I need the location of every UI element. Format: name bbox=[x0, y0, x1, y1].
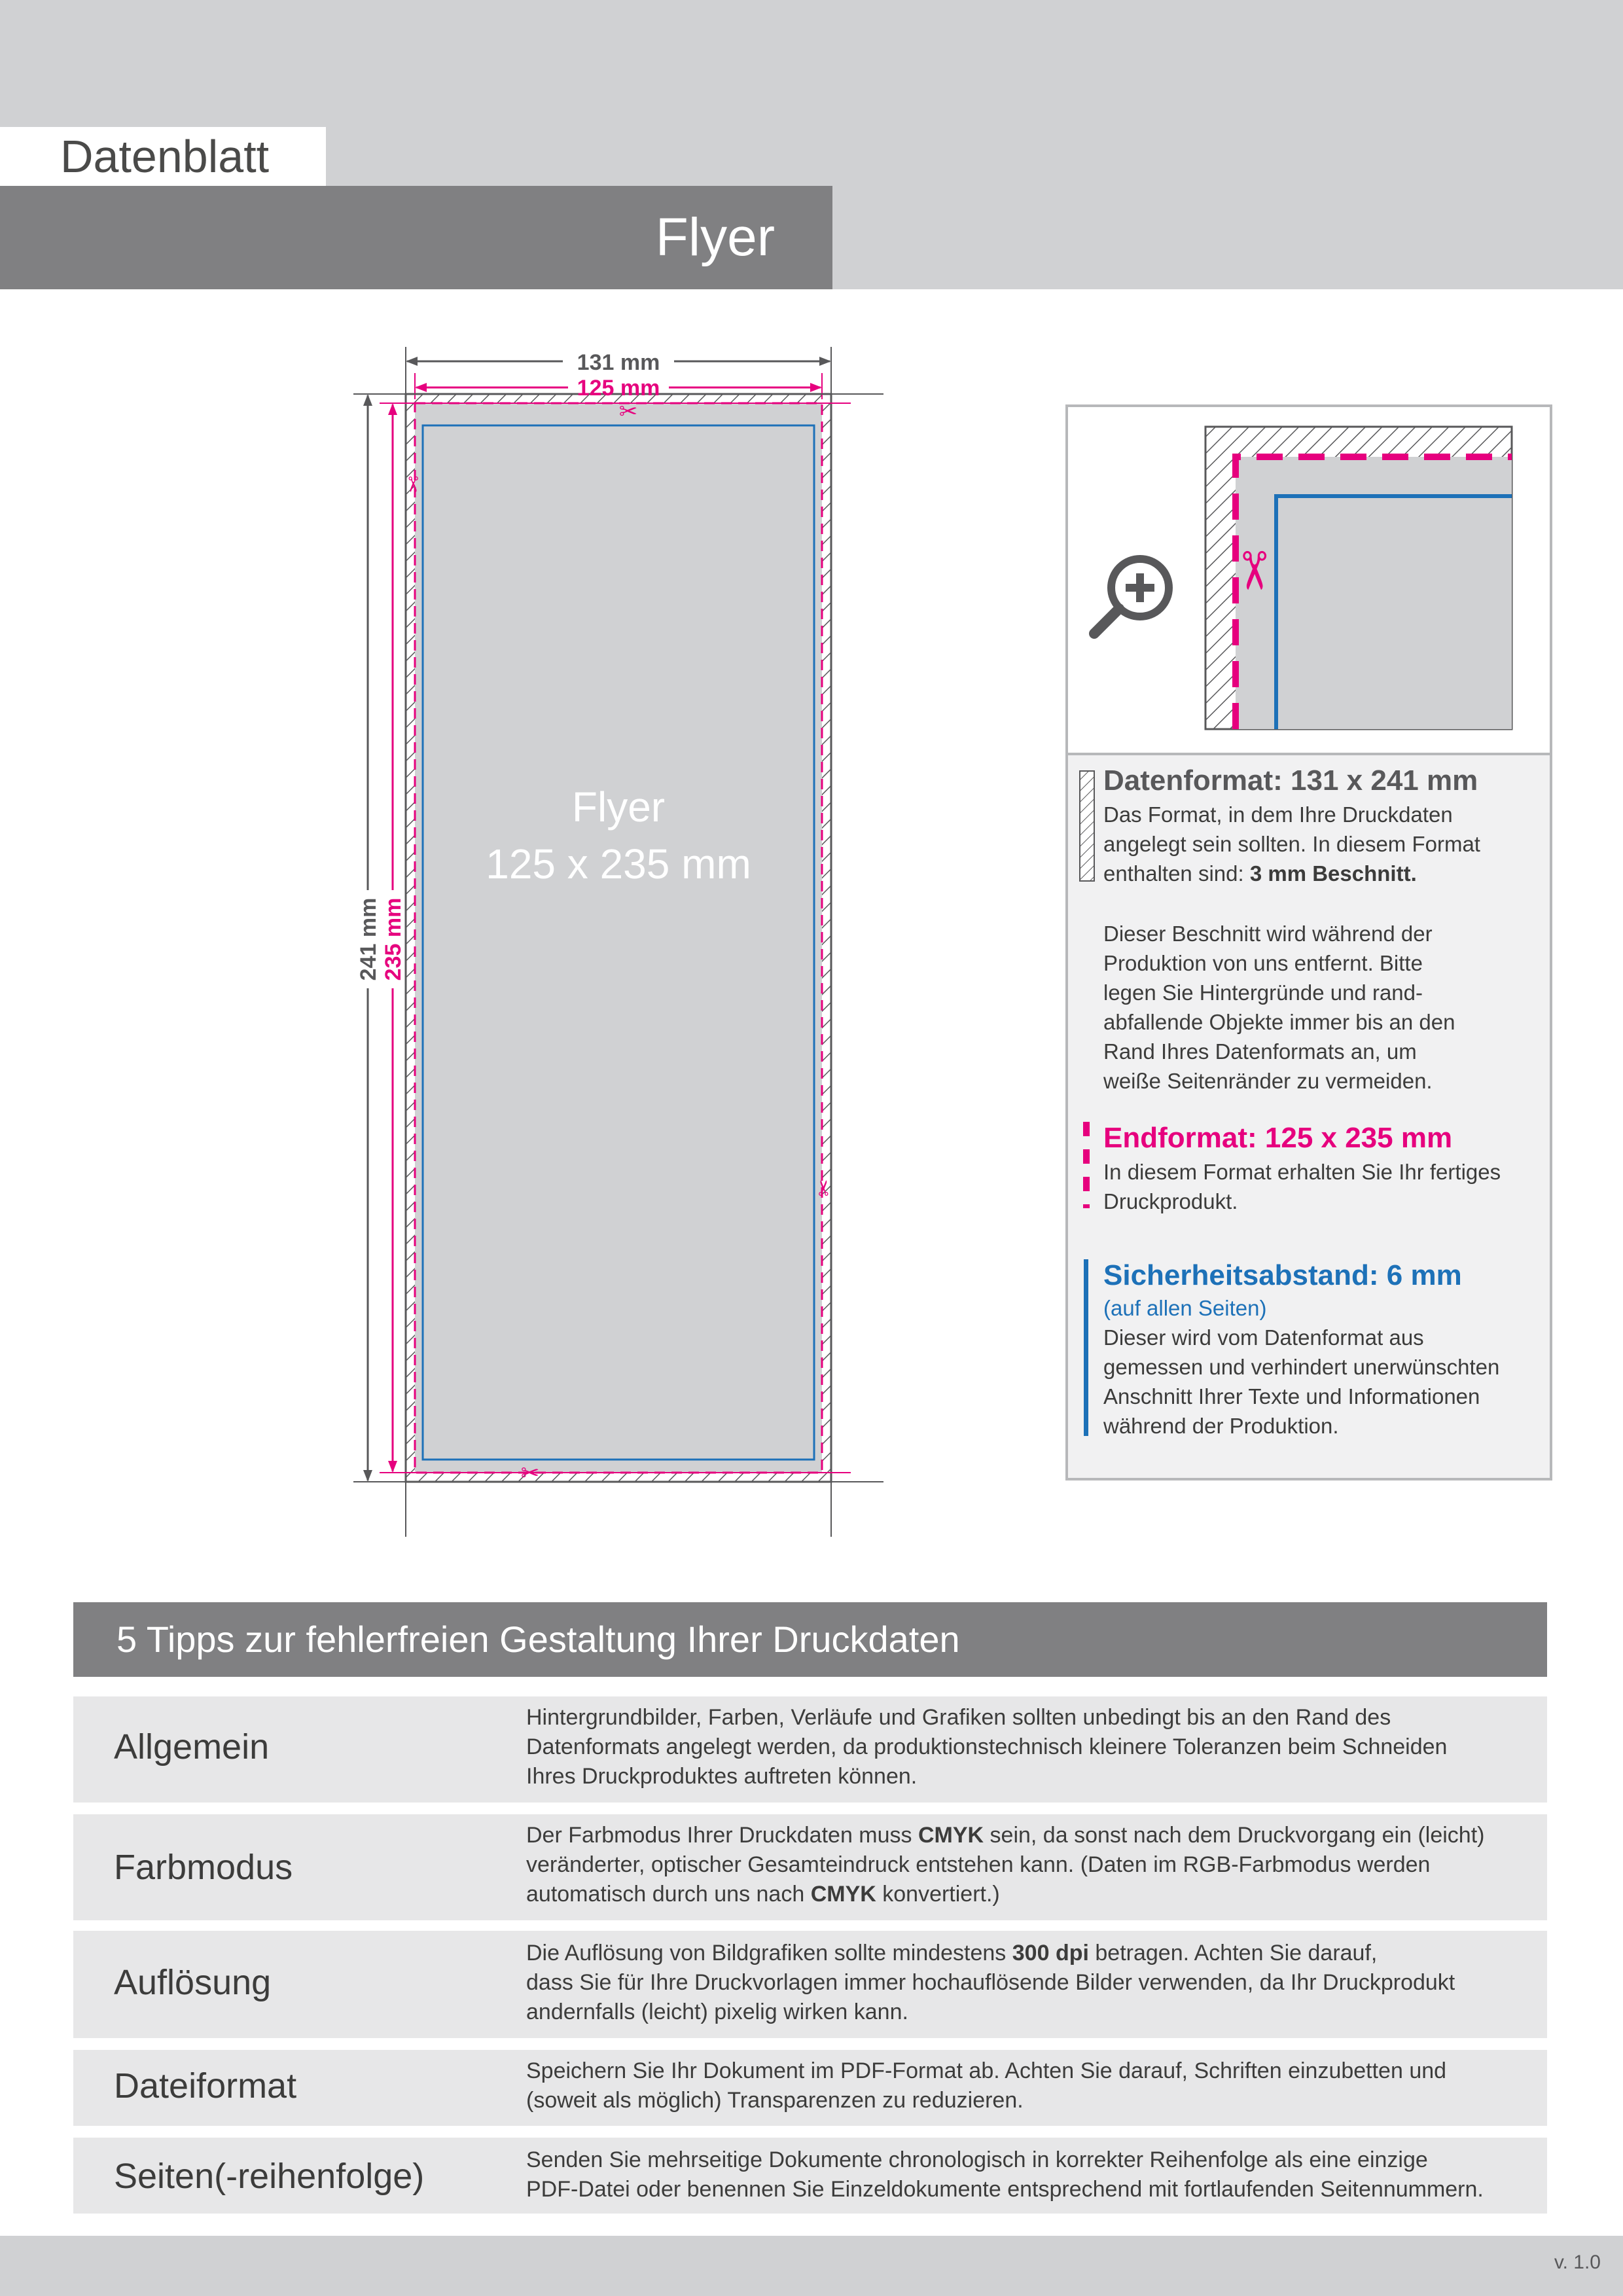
safety-legend-marker bbox=[1084, 1259, 1088, 1436]
scissors-icon: ✂ bbox=[1223, 548, 1284, 593]
tip-row-dateiformat bbox=[73, 2050, 1547, 2126]
tip-row-farbmodus bbox=[73, 1814, 1547, 1920]
beschnitt-line: legen Sie Hintergründe und rand- bbox=[1103, 980, 1423, 1005]
scissors-icon: ✂ bbox=[520, 1460, 540, 1486]
page-title: Flyer bbox=[0, 186, 832, 289]
tip-label: Farbmodus bbox=[114, 1848, 293, 1887]
tip-text: Der Farbmodus Ihrer Druckdaten muss CMYK sein, da sonst nach dem Druckvorgang ein (leicht) veränderter, optischer Gesamteindruck entstehen kann. (Daten im RGB-Farbmodus werden automatisch durch uns nach CMYK konvertiert.) bbox=[526, 1823, 1485, 1907]
tip-row-aufloesung bbox=[73, 1931, 1547, 2038]
tips-header: 5 Tipps zur fehlerfreien Gestaltung Ihrer Druckdaten bbox=[73, 1602, 1547, 1677]
info-box bbox=[1065, 404, 1552, 1480]
beschnitt-line: Produktion von uns entfernt. Bitte bbox=[1103, 951, 1423, 975]
beschnitt-line: abfallende Objekte immer bis an den bbox=[1103, 1010, 1455, 1034]
tip-label: Dateiformat bbox=[114, 2066, 297, 2106]
height-outer-label: 241 mm bbox=[356, 897, 381, 981]
height-inner-label: 235 mm bbox=[381, 897, 406, 981]
beschnitt-line: Rand Ihres Datenformats an, um bbox=[1103, 1039, 1417, 1064]
version-label: v. 1.0 bbox=[1554, 2251, 1601, 2273]
sicherheit-line: gemessen und verhindert unerwünschten bbox=[1103, 1355, 1500, 1379]
tip-text: Hintergrundbilder, Farben, Verläufe und Grafiken sollten unbedingt bis an den Rand des Datenformats angelegt werden, da produktionstechnisch kleinere Toleranzen beim Schneiden Ihres Druckproduktes auftreten können. bbox=[526, 1705, 1448, 1789]
final-format-area bbox=[415, 403, 822, 1473]
width-inner-label: 125 mm bbox=[577, 376, 660, 401]
corner-detail-illustration bbox=[1068, 407, 1550, 753]
bleed-legend-marker bbox=[1079, 770, 1098, 882]
scissors-icon: ✂ bbox=[812, 1179, 836, 1197]
sicherheit-subtitle: (auf allen Seiten) bbox=[1103, 1296, 1267, 1320]
diagram-title: Flyer bbox=[571, 783, 666, 831]
zoom-in-icon bbox=[1094, 559, 1169, 634]
tip-row-seitenreihenfolge bbox=[73, 2138, 1547, 2214]
footer-band bbox=[0, 2236, 1623, 2296]
sicherheit-line: Dieser wird vom Datenformat aus bbox=[1103, 1325, 1424, 1350]
tip-row-allgemein bbox=[73, 1696, 1547, 1803]
tip-label: Seiten(-reihenfolge) bbox=[114, 2157, 425, 2196]
tip-label: Auflösung bbox=[114, 1963, 272, 2002]
zoom-detail bbox=[1068, 407, 1550, 753]
sicherheit-line: Anschnitt Ihrer Texte und Informationen bbox=[1103, 1384, 1480, 1408]
datenformat-line: Das Format, in dem Ihre Druckdaten bbox=[1103, 802, 1453, 827]
width-outer-label: 131 mm bbox=[577, 350, 660, 375]
tip-text: Die Auflösung von Bildgrafiken sollte mindestens 300 dpi betragen. Achten Sie darauf, dass Sie für Ihre Druckvorlagen immer hochauflösende Bilder verwenden, da Ihr Druckprodukt andernfalls (leicht) pixelig wirken kann. bbox=[526, 1941, 1455, 2024]
tip-label: Allgemein bbox=[114, 1727, 270, 1767]
sicherheit-title: Sicherheitsabstand: 6 mm bbox=[1103, 1259, 1462, 1291]
beschnitt-line: Dieser Beschnitt wird während der bbox=[1103, 922, 1433, 946]
scissors-icon: ✂ bbox=[401, 475, 425, 493]
doc-type-tab: Datenblatt bbox=[0, 127, 326, 186]
tip-text: Speichern Sie Ihr Dokument im PDF-Format ab. Achten Sie darauf, Schriften einzubetten und (soweit als möglich) Transparenzen zu reduzieren. bbox=[526, 2058, 1447, 2113]
tip-text: Senden Sie mehrseitige Dokumente chronologisch in korrekter Reihenfolge als eine einzige PDF-Datei oder benennen Sie Einzeldokumente entsprechend mit fortlaufenden Seitennummern. bbox=[526, 2147, 1484, 2202]
format-diagram bbox=[0, 289, 916, 1566]
diagram-size: 125 x 235 mm bbox=[486, 840, 751, 888]
sicherheit-line: während der Produktion. bbox=[1103, 1414, 1339, 1438]
info-legend bbox=[1068, 753, 1550, 1478]
datenformat-line: angelegt sein sollten. In diesem Format bbox=[1103, 832, 1480, 856]
datenformat-title: Datenformat: 131 x 241 mm bbox=[1103, 764, 1478, 797]
endformat-line: Druckprodukt. bbox=[1103, 1189, 1238, 1213]
scissors-icon: ✂ bbox=[618, 399, 638, 425]
cut-legend-marker bbox=[1081, 1122, 1092, 1208]
endformat-title: Endformat: 125 x 235 mm bbox=[1103, 1122, 1453, 1154]
datenformat-line: enthalten sind: 3 mm Beschnitt. bbox=[1103, 861, 1417, 886]
beschnitt-line: weiße Seitenränder zu vermeiden. bbox=[1103, 1069, 1433, 1093]
endformat-line: In diesem Format erhalten Sie Ihr fertiges bbox=[1103, 1160, 1501, 1184]
